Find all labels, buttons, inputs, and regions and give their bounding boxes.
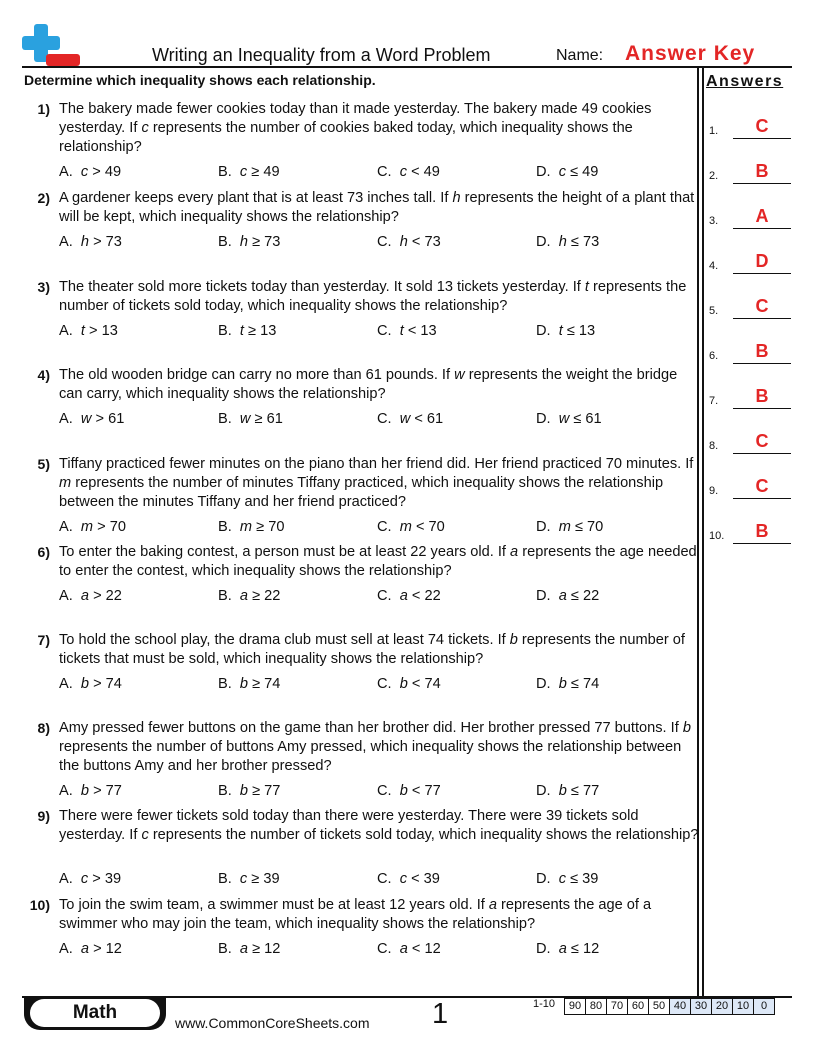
answer-value: C [755, 476, 769, 496]
choice-relation: < 70 [415, 519, 445, 535]
choice [59, 675, 122, 694]
choice [536, 675, 599, 694]
answer-number: 3. [709, 215, 719, 227]
question-number: 8) [37, 720, 50, 736]
choice-letter: A. [59, 164, 73, 180]
choice [377, 675, 441, 694]
question-text: There were fewer tickets sold today than there were yesterday. There were 39 tickets sold yesterday. If c represents the number of tickets sold today, which inequality shows the relationship? [59, 808, 699, 843]
score-range-label: 1-10 [533, 998, 556, 1010]
choice-letter: A. [59, 783, 73, 799]
worksheet-title: Writing an Inequality from a Word Problem [152, 45, 491, 65]
choice-relation: > 73 [93, 234, 122, 250]
choice [218, 410, 283, 429]
choice-variable: b [399, 783, 408, 799]
choice-variable: h [239, 234, 249, 250]
choice-variable: m [399, 519, 412, 535]
answer-value: C [755, 431, 769, 451]
answer-line [733, 318, 791, 319]
choice [536, 587, 599, 606]
choice-letter: D. [536, 519, 551, 535]
answer-line [733, 498, 791, 499]
choice-relation: ≥ 22 [252, 588, 281, 604]
choice [536, 322, 595, 341]
choice [536, 410, 602, 429]
choice-relation: > 39 [92, 871, 122, 887]
answer-row [709, 475, 793, 499]
choice-relation: ≤ 12 [570, 941, 600, 957]
score-cell: 60 [628, 999, 649, 1014]
choice [536, 940, 599, 959]
choice [218, 322, 276, 341]
choice-relation: > 49 [92, 164, 122, 180]
choice-letter: A. [59, 519, 73, 535]
answer-value: B [755, 161, 769, 181]
answer-line [733, 228, 791, 229]
question [24, 896, 696, 960]
answer-line [733, 453, 791, 454]
choice-letter: C. [377, 588, 392, 604]
answer-number: 10. [709, 530, 725, 542]
choice-letter: C. [377, 234, 392, 250]
choice-letter: B. [218, 871, 232, 887]
answer-number: 6. [709, 350, 719, 362]
choice-variable: h [558, 234, 567, 250]
choice-relation: > 12 [93, 941, 122, 957]
choice-variable: b [558, 676, 567, 692]
answers-title: Answers [706, 73, 784, 90]
choice-relation: < 74 [411, 676, 441, 692]
answer-row [709, 115, 793, 139]
question-text: A gardener keeps every plant that is at least 73 inches tall. If h represents the height of a plant that will be kept, which inequality shows the relationship? [59, 190, 695, 225]
choice-relation: < 13 [407, 323, 437, 339]
choice-variable: a [239, 588, 249, 604]
choice [218, 782, 280, 801]
choice-letter: B. [218, 519, 232, 535]
question-number: 10) [29, 897, 50, 913]
choice-variable: a [239, 941, 249, 957]
choice [377, 518, 445, 537]
question-number: 7) [37, 632, 50, 648]
choice-letter: D. [536, 323, 551, 339]
choice-letter: A. [59, 941, 73, 957]
choice-variable: c [558, 871, 566, 887]
answer-line [733, 408, 791, 409]
choice [59, 782, 122, 801]
choice-letter: B. [218, 588, 232, 604]
answer-row [709, 385, 793, 409]
choice-relation: ≤ 61 [573, 411, 602, 427]
question [24, 278, 696, 342]
choice-variable: w [239, 411, 251, 427]
choice-variable: c [80, 871, 89, 887]
choice-relation: < 39 [411, 871, 440, 887]
choice-relation: ≥ 77 [252, 783, 281, 799]
question [24, 455, 696, 538]
answer-row [709, 430, 793, 454]
choice [377, 587, 441, 606]
choice [377, 410, 443, 429]
question [24, 100, 696, 183]
score-cell: 80 [586, 999, 607, 1014]
choice-relation: ≥ 74 [252, 676, 281, 692]
choice [377, 940, 441, 959]
question-text: Tiffany practiced fewer minutes on the piano than her friend did. Her friend practiced 70 minutes. If m represents the number of minutes Tiffany practiced, which inequality shows the relationship between the minutes Tiffany and her friend practiced? [59, 456, 694, 510]
choice [377, 870, 440, 889]
choice-variable: w [558, 411, 570, 427]
choice-letter: D. [536, 411, 551, 427]
choice-letter: C. [377, 164, 392, 180]
answer-row [709, 205, 793, 229]
question-text: To enter the baking contest, a person must be at least 22 years old. If a represents the age needed to enter the contest, which inequality shows the relationship? [59, 544, 697, 579]
choice [59, 940, 122, 959]
choice-letter: B. [218, 941, 232, 957]
answer-value: B [755, 521, 769, 541]
choice-variable: a [399, 941, 408, 957]
answer-number: 1. [709, 125, 719, 137]
choice-letter: C. [377, 871, 392, 887]
choice-letter: A. [59, 588, 73, 604]
score-cell: 20 [712, 999, 733, 1014]
choice [536, 163, 598, 182]
question [24, 366, 696, 430]
choice-relation: > 22 [93, 588, 122, 604]
score-cell: 40 [670, 999, 691, 1014]
choice-variable: m [558, 519, 571, 535]
choice [218, 870, 280, 889]
question-number: 2) [37, 190, 50, 206]
choice-relation: > 74 [93, 676, 122, 692]
choice-letter: D. [536, 676, 551, 692]
choice-letter: B. [218, 234, 232, 250]
choice-variable: b [239, 676, 249, 692]
choice [377, 233, 441, 252]
choice [377, 322, 437, 341]
answer-value: D [755, 251, 769, 271]
answer-value: C [755, 296, 769, 316]
choice-letter: A. [59, 234, 73, 250]
question-text: The old wooden bridge can carry no more than 61 pounds. If w represents the weight the bridge can carry, which inequality shows the relationship? [59, 367, 678, 402]
choice-variable: b [239, 783, 249, 799]
choice-letter: D. [536, 871, 551, 887]
choice-relation: ≤ 49 [570, 164, 599, 180]
score-table [564, 998, 775, 1015]
choice-relation: ≥ 13 [248, 323, 277, 339]
choice-relation: ≤ 13 [566, 323, 596, 339]
choice-letter: B. [218, 783, 232, 799]
question-number: 9) [37, 808, 50, 824]
choice [377, 163, 440, 182]
answer-row [709, 160, 793, 184]
choice-variable: c [239, 871, 248, 887]
choice-variable: b [80, 783, 90, 799]
choice-letter: A. [59, 411, 73, 427]
choice-variable: t [399, 323, 404, 339]
choice-variable: a [399, 588, 408, 604]
choice [59, 518, 126, 537]
choice-relation: ≥ 61 [254, 411, 283, 427]
choice-letter: A. [59, 676, 73, 692]
choice [218, 233, 280, 252]
top-divider [22, 66, 792, 68]
score-cell: 10 [733, 999, 754, 1014]
answer-line [733, 138, 791, 139]
choice-relation: ≤ 77 [570, 783, 600, 799]
choice-relation: > 77 [93, 783, 122, 799]
choice-variable: h [399, 234, 408, 250]
choice-relation: < 49 [411, 164, 440, 180]
choice [218, 940, 280, 959]
choice-relation: > 61 [95, 411, 125, 427]
choice-variable: h [80, 234, 90, 250]
instructions: Determine which inequality shows each relationship. [24, 72, 376, 88]
choice-letter: C. [377, 411, 392, 427]
question-number: 4) [37, 367, 50, 383]
question-text: To hold the school play, the drama club must sell at least 74 tickets. If b represents the number of tickets that must be sold, which inequality shows the relationship? [59, 632, 685, 667]
question-text: Amy pressed fewer buttons on the game than her brother did. Her brother pressed 77 buttons. If b represents the number of buttons Amy pressed, which inequality shows the relationship between the buttons Amy and her brother pressed? [59, 720, 691, 774]
choice-variable: b [558, 783, 567, 799]
choice-relation: < 22 [411, 588, 441, 604]
choice-variable: t [80, 323, 85, 339]
choice-letter: D. [536, 783, 551, 799]
choice-letter: D. [536, 164, 551, 180]
choice-variable: c [399, 164, 407, 180]
question [24, 631, 696, 695]
answer-number: 8. [709, 440, 719, 452]
choice-relation: ≤ 74 [570, 676, 600, 692]
choice-relation: ≤ 39 [570, 871, 599, 887]
answer-line [733, 363, 791, 364]
choice [536, 233, 599, 252]
question-number: 6) [37, 544, 50, 560]
choice-relation: ≥ 73 [252, 234, 281, 250]
choice-variable: a [558, 941, 567, 957]
score-cell: 50 [649, 999, 670, 1014]
choice-variable: t [239, 323, 244, 339]
choice-relation: ≤ 22 [570, 588, 600, 604]
choice [536, 870, 598, 889]
choice-letter: A. [59, 323, 73, 339]
choice-letter: C. [377, 783, 392, 799]
choice-variable: a [558, 588, 567, 604]
score-cell: 0 [754, 999, 774, 1014]
choice-relation: ≥ 12 [252, 941, 281, 957]
choice-variable: t [558, 323, 563, 339]
choice-relation: < 73 [411, 234, 441, 250]
choice-relation: > 70 [97, 519, 126, 535]
answer-number: 4. [709, 260, 719, 272]
choice-relation: ≤ 70 [574, 519, 604, 535]
choice [218, 518, 284, 537]
answer-row [709, 520, 793, 544]
answer-value: C [755, 116, 769, 136]
answer-line [733, 183, 791, 184]
choice-letter: C. [377, 676, 392, 692]
choice-letter: B. [218, 164, 232, 180]
choice-relation: > 13 [89, 323, 118, 339]
choice-letter: C. [377, 519, 392, 535]
choice-variable: a [80, 588, 90, 604]
choice [218, 163, 280, 182]
choice [377, 782, 441, 801]
choice-letter: B. [218, 676, 232, 692]
choice-letter: B. [218, 411, 232, 427]
page-number: 1 [432, 998, 449, 1030]
choice-variable: c [80, 164, 89, 180]
question-number: 1) [37, 101, 50, 117]
choice [536, 518, 603, 537]
answer-value: B [755, 341, 769, 361]
choice [59, 410, 124, 429]
choice-relation: < 12 [411, 941, 441, 957]
choice-letter: D. [536, 234, 551, 250]
answer-line [733, 543, 791, 544]
answer-number: 7. [709, 395, 719, 407]
answer-value: A [755, 206, 769, 226]
answer-key-label: Answer Key [625, 42, 756, 65]
answer-number: 2. [709, 170, 719, 182]
score-cell: 90 [565, 999, 586, 1014]
answer-row [709, 295, 793, 319]
choice-letter: D. [536, 941, 551, 957]
choice-relation: ≥ 49 [251, 164, 280, 180]
answer-number: 9. [709, 485, 719, 497]
choice [59, 163, 121, 182]
answers-column-divider [702, 67, 704, 997]
question-text: To join the swim team, a swimmer must be at least 12 years old. If a represents the age of a swimmer who may join the team, which inequality shows the relationship? [59, 897, 652, 932]
question-text: The theater sold more tickets today than yesterday. It sold 13 tickets yesterday. If t represents the number of tickets sold today, which inequality shows the relationship? [59, 279, 687, 314]
choice-variable: c [558, 164, 566, 180]
question [24, 543, 696, 607]
choice-variable: w [399, 411, 411, 427]
choice-variable: c [399, 871, 407, 887]
choice-letter: C. [377, 323, 392, 339]
choice-variable: m [80, 519, 94, 535]
answer-number: 5. [709, 305, 719, 317]
plus-minus-logo-icon [22, 24, 80, 70]
choice-relation: < 77 [411, 783, 441, 799]
choice-letter: B. [218, 323, 232, 339]
choice-variable: b [399, 676, 408, 692]
choice-relation: ≥ 39 [251, 871, 280, 887]
question [24, 807, 699, 890]
choice-variable: b [80, 676, 90, 692]
choice [218, 675, 280, 694]
choice-variable: a [80, 941, 90, 957]
choice-relation: ≥ 70 [256, 519, 285, 535]
answer-row [709, 340, 793, 364]
subject-label: Math [30, 999, 160, 1027]
choice [536, 782, 599, 801]
name-label: Name: [556, 47, 604, 64]
choice [59, 870, 121, 889]
choice [59, 322, 118, 341]
question [24, 189, 696, 253]
score-cell: 30 [691, 999, 712, 1014]
score-cell: 70 [607, 999, 628, 1014]
choice-relation: < 61 [414, 411, 444, 427]
choice-letter: C. [377, 941, 392, 957]
site-url: www.CommonCoreSheets.com [175, 1015, 370, 1031]
choice-variable: c [239, 164, 248, 180]
choice-variable: m [239, 519, 253, 535]
choice-letter: A. [59, 871, 73, 887]
choice-relation: ≤ 73 [570, 234, 600, 250]
choice-letter: D. [536, 588, 551, 604]
choice [59, 587, 122, 606]
answer-value: B [755, 386, 769, 406]
choice-variable: w [80, 411, 92, 427]
question [24, 719, 696, 802]
choice [218, 587, 280, 606]
question-number: 5) [37, 456, 50, 472]
choice [59, 233, 122, 252]
answer-line [733, 273, 791, 274]
question-text: The bakery made fewer cookies today than it made yesterday. The bakery made 49 cookies yesterday. If c represents the number of cookies baked today, which inequality shows the relationship? [59, 101, 652, 155]
answer-row [709, 250, 793, 274]
question-number: 3) [37, 279, 50, 295]
